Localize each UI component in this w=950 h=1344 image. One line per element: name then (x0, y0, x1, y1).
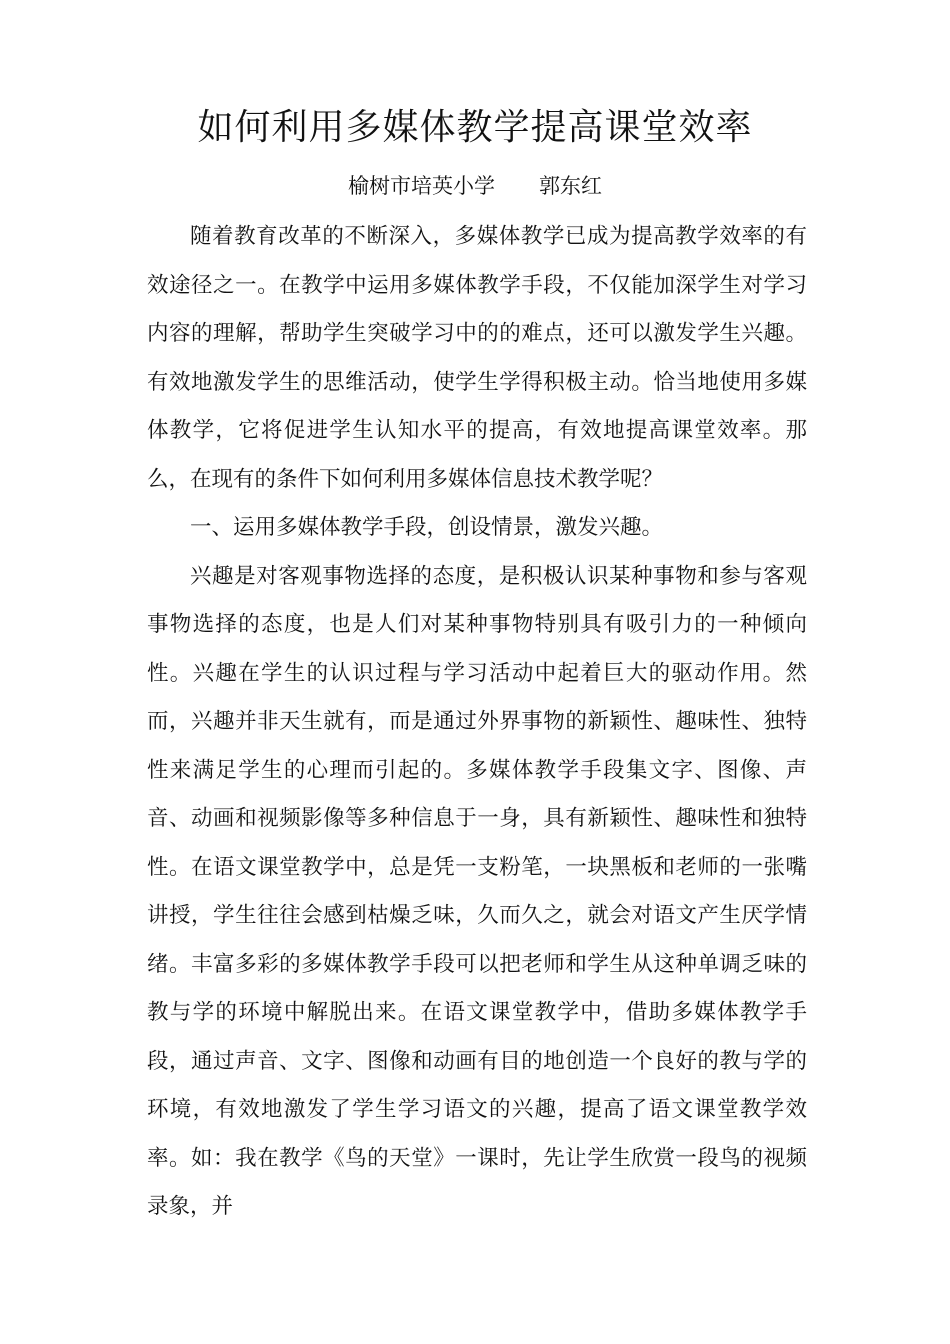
byline (0, 168, 950, 204)
author-name: 郭东红 (539, 174, 602, 198)
intro-paragraph: 随着教育改革的不断深入，多媒体教学已成为提高教学效率的有效途径之一。在教学中运用多媒体教学手段，不仅能加深学生对学习内容的理解，帮助学生突破学习中的的难点，还可以激发学生兴趣。有效地激发学生的思维活动，使学生学得积极主动。恰当地使用多媒体教学，它将促进学生认知水平的提高，有效地提高课堂效率。那么，在现有的条件下如何利用多媒体信息技术教学呢？ (147, 224, 807, 492)
section-paragraph-1: 兴趣是对客观事物选择的态度，是积极认识某种事物和参与客观事物选择的态度，也是人们对某种事物特别具有吸引力的一种倾向性。兴趣在学生的认识过程与学习活动中起着巨大的驱动作用。然而，兴趣并非天生就有，而是通过外界事物的新颖性、趣味性、独特性来满足学生的心理而引起的。多媒体教学手段集文字、图像、声音、动画和视频影像等多种信息于一身，具有新颖性、趣味性和独特性。在语文课堂教学中，总是凭一支粉笔，一块黑板和老师的一张嘴讲授，学生往往会感到枯燥乏味，久而久之，就会对语文产生厌学情绪。丰富多彩的多媒体教学手段可以把老师和学生从这种单调乏味的教与学的环境中解脱出来。在语文课堂教学中，借助多媒体教学手段，通过声音、文字、图像和动画有目的地创造一个良好的教与学的环境，有效地激发了学生学习语文的兴趣，提高了语文课堂教学效率。如：我在教学《鸟的天堂》一课时，先让学生欣赏一段鸟的视频录象，并 (147, 563, 807, 1219)
document-title: 如何利用多媒体教学提高课堂效率 (197, 107, 753, 148)
body-text (147, 213, 807, 1232)
section-heading-1: 一、运用多媒体教学手段，创设情景，激发兴趣。 (190, 515, 664, 540)
school-name: 榆树市培英小学 (348, 174, 495, 198)
